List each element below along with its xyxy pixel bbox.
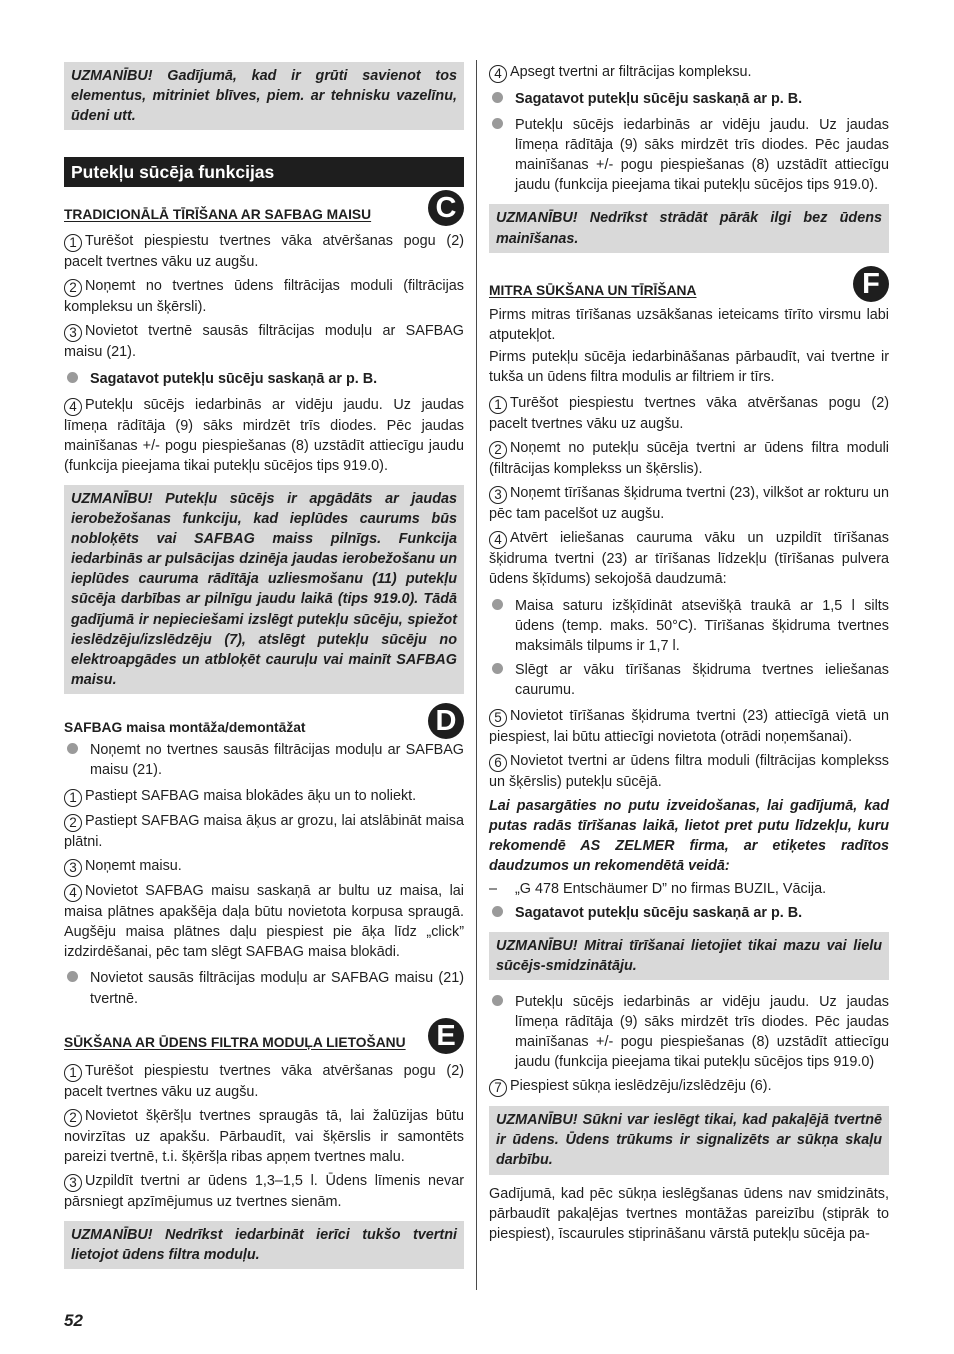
step-number-icon: 1 (64, 234, 82, 252)
bullet-item: Sagatavot putekļu sūcēju saskaņā ar p. B. (489, 89, 889, 109)
step-paragraph: 2 Novietot šķēršļu tvertnes spraugās tā, lai žalūzijas būtu novirzītas uz apakšu. Pārbaudīt, vai šķērslis ir samontēts pareizi tvertnē, t.i. šķēršļa ribas apņem tvertnes malu. (64, 1107, 464, 1165)
step-paragraph: 3 Noņemt maisu. (64, 856, 464, 877)
intro-paragraph: Pirms putekļu sūcēja iedarbināšanas pārbaudīt, vai tvertne ir tukša un ūdens filtra modulis ar filtriem ir tīrs. (489, 348, 889, 385)
bullet-dot-icon (489, 903, 515, 923)
note-paragraph: Lai pasargāties no putu izveidošanas, lai gadījumā, kad putas radās tīrīšanas laikā, lietot pret putu līdzekļu, kuru rekomendē AS ZELMER firma, ar etiķetes radītos daudzumos un rekomendētā veidā: (489, 798, 889, 875)
subsection-header-e (64, 1009, 464, 1051)
bullet-dot-icon (489, 596, 515, 656)
step-paragraph: 5 Novietot tīrīšanas šķidruma tvertni (23) attiecīgā vietā un piespiest, lai būtu attiecīgi novietota (otrādi noņemšanai). (489, 707, 889, 745)
step-number-icon: 3 (64, 324, 82, 342)
dash-item: – „G 478 Entschäumer D” no firmas BUZIL, Vācija. (489, 879, 889, 899)
warning-box: UZMANĪBU! Nedrīkst strādāt pārāk ilgi bez ūdens mainīšanas. (489, 204, 889, 252)
step-paragraph: 4 Putekļu sūcējs iedarbinās ar vidēju jaudu. Uz jaudas līmeņa rādītāja (9) sāks mirdzēt trīs diodes. Pēc jaudas mainīšanas +/- pogu piespiešanas (8) uzstādīt attiecīgu jaudu (funkcija pieejama tikai putekļu sūcējos tips 919.0). (64, 396, 464, 474)
bullet-dot-icon (64, 369, 90, 389)
bullet-dot-icon (489, 660, 515, 700)
subsection-title: SŪKŠANA AR ŪDENS FILTRA MODUĻA LIETOŠANU (64, 1034, 406, 1050)
step-number-icon: 3 (64, 859, 82, 877)
step-number-icon: 3 (489, 486, 507, 504)
left-column (64, 62, 464, 1269)
step-number-icon: 6 (489, 754, 507, 772)
badge-e-icon: E (428, 1018, 464, 1054)
intro-paragraph: Pirms mitras tīrīšanas uzsākšanas ieteicams tīrīto virsmu labi atputekļot. (489, 306, 889, 343)
step-paragraph: 4 Apsegt tvertni ar filtrācijas kompleksu. (489, 62, 889, 83)
subsection-title: TRADICIONĀLĀ TĪRĪŠANA AR SAFBAG MAISU (64, 207, 372, 223)
bullet-dot-icon (489, 992, 515, 1072)
step-number-icon: 1 (64, 1064, 82, 1082)
step-paragraph: 4 Novietot SAFBAG maisu saskaņā ar bultu uz maisa, lai maisa plātnes apakšēja daļa būtu novietota korpusa spraugā. Augšēju maisa plātnes daļu piespiest pie āķa līdz „click” izdzirdēšanai, pēc tam slēgt SAFBAG maisa blokādi. (64, 883, 464, 961)
subsection-header-f (489, 253, 889, 299)
step-paragraph: 1 Turēšot piespiestu tvertnes vāka atvēršanas pogu (2) pacelt tvertnes vāku uz augšu. (489, 395, 889, 433)
step-paragraph: 1 Turēšot piespiestu tvertnes vāka atvēršanas pogu (2) pacelt tvertnes vāku uz augšu. (64, 233, 464, 271)
step-paragraph: 7 Piespiest sūkņa ieslēdzēju/izslēdzēju (6). (489, 1076, 889, 1097)
step-number-icon: 4 (64, 884, 82, 902)
step-paragraph: 1 Pastiept SAFBAG maisa blokādes āķu un to noliekt. (64, 786, 464, 807)
step-number-icon: 4 (64, 398, 82, 416)
warning-box: UZMANĪBU! Putekļu sūcējs ir apgādāts ar jaudas ierobežošanas funkciju, kad ieplūdes caurums būs nobloķēts vai SAFBAG maiss pilnīgs. Funkcija iedarbinās ar pulsācijas dzinēja jaudas ierobežošanu un ieplūdes cauruma rādītāja uzliesmošanu (11) putekļu sūcēja darbības ar pilnīgu jaudu laikā (tips 919.0). Tādā gadījumā ir nepieciešami izslēgt putekļu sūcēju, spiežot ieslēdzēju/izslēdzēju (7), atslēgt putekļu sūcēju no elektroapgādes un atbloķēt cauruļu vai mainīt SAFBAG maisu. (64, 485, 464, 694)
step-number-icon: 7 (489, 1079, 507, 1097)
badge-d-icon: D (428, 703, 464, 739)
bullet-dot-icon (64, 968, 90, 1008)
warning-box: UZMANĪBU! Gadījumā, kad ir grūti savienot tos elementus, mitriniet blīves, piem. ar tehnisku vazelīnu, ūdeni utt. (64, 62, 464, 130)
bullet-item: Sagatavot putekļu sūcēju saskaņā ar p. B. (64, 369, 464, 389)
subsection-title: SAFBAG maisa montāža/demontāžat (64, 719, 306, 735)
step-number-icon: 2 (489, 441, 507, 459)
warning-box: UZMANĪBU! Nedrīkst iedarbināt ierīci tukšo tvertni lietojot ūdens filtra moduļu. (64, 1221, 464, 1269)
dash-mark: – (489, 880, 498, 897)
bullet-dot-icon (64, 740, 90, 780)
bullet-item: Putekļu sūcējs iedarbinās ar vidēju jaudu. Uz jaudas līmeņa rādītāja (9) sāks mirdzēt trīs diodes. Pēc jaudas mainīšanas +/- pogu piespiešanas (8) uzstādīt attiecīgu jaudu (funkcija pieejama tikai putekļu sūcējos tips 919.0). (489, 115, 889, 195)
step-number-icon: 4 (489, 531, 507, 549)
bullet-dot-icon (489, 89, 515, 109)
step-number-icon: 2 (64, 279, 82, 297)
step-paragraph: 1 Turēšot piespiestu tvertnes vāka atvēršanas pogu (2) pacelt tvertnes vāku uz augšu. (64, 1062, 464, 1100)
step-number-icon: 2 (64, 814, 82, 832)
step-paragraph: 2 Pastiept SAFBAG maisa āķus ar grozu, lai atslābināt maisa plātni. (64, 813, 464, 851)
bullet-dot-icon (489, 115, 515, 195)
bullet-item: Novietot sausās filtrācijas moduļu ar SAFBAG maisu (21) tvertnē. (64, 968, 464, 1008)
subsection-header-d (64, 694, 464, 736)
badge-c-icon: C (428, 190, 464, 226)
bullet-item: Noņemt no tvertnes sausās filtrācijas moduļu ar SAFBAG maisu (21). (64, 740, 464, 780)
step-paragraph: 2 Noņemt no tvertnes ūdens filtrācijas moduli (filtrācijas kompleksu un šķērsli). (64, 278, 464, 316)
subsection-header-c (64, 187, 464, 223)
step-paragraph: 2 Noņemt no putekļu sūcēja tvertni ar ūdens filtra moduli (filtrācijas komplekss un šķērslis). (489, 440, 889, 478)
step-number-icon: 1 (64, 789, 82, 807)
step-number-icon: 1 (489, 396, 507, 414)
step-paragraph: 4 Atvērt ieliešanas cauruma vāku un uzpildīt tīrīšanas šķidruma tvertni (23) ar tīrīšanas līdzekļu (tīrīšanas pulvera ūdens šķīdums) sekojošā daudzumā: (489, 530, 889, 588)
badge-f-icon: F (853, 266, 889, 302)
step-number-icon: 5 (489, 709, 507, 727)
warning-box: UZMANĪBU! Mitrai tīrīšanai lietojiet tikai mazu vai lielu sūcējs-smidzinātāju. (489, 932, 889, 980)
step-paragraph: 6 Novietot tvertni ar ūdens filtra moduli (filtrācijas komplekss un šķērslis) putekļu sūcējā. (489, 753, 889, 791)
step-number-icon: 4 (489, 65, 507, 83)
step-number-icon: 3 (64, 1174, 82, 1192)
step-paragraph: 3 Noņemt tīrīšanas šķidruma tvertni (23), vilkšot ar rokturu un pēc tam pacelšot uz augšu. (489, 485, 889, 523)
bullet-item: Putekļu sūcējs iedarbinās ar vidēju jaudu. Uz jaudas līmeņa rādītāja (9) sāks mirdzēt trīs diodes. Pēc jaudas mainīšanas +/- pogu piespiešanas (8) uzstādīt attiecīgu jaudu (funkcija pieejama tikai putekļu sūcējos tips 919.0) (489, 992, 889, 1072)
bullet-item: Maisa saturu izšķīdināt atsevišķā traukā ar 1,5 l silts ūdens (temp. maks. 50°C). Tīrīšanas šķidruma tvertnes maksimāls tilpums ir 1,7 l. (489, 596, 889, 656)
bullet-item: Slēgt ar vāku tīrīšanas šķidruma tvertnes ieliešanas caurumu. (489, 660, 889, 700)
step-paragraph: 3 Novietot tvertnē sausās filtrācijas moduļu ar SAFBAG maisu (21). (64, 323, 464, 361)
bullet-item: Sagatavot putekļu sūcēju saskaņā ar p. B. (489, 903, 889, 923)
subsection-title: MITRA SŪKŠANA UN TĪRĪŠANA (489, 282, 697, 298)
step-number-icon: 2 (64, 1109, 82, 1127)
column-divider (476, 60, 477, 1290)
page-number: 52 (64, 1311, 83, 1330)
right-column (489, 62, 889, 1244)
step-paragraph: 3 Uzpildīt tvertni ar ūdens 1,3–1,5 l. Ūdens līmenis nevar pārsniegt apzīmējumus uz tvertnes sienām. (64, 1172, 464, 1210)
section-title: Putekļu sūcēja funkcijas (64, 157, 464, 187)
warning-box: UZMANĪBU! Sūkni var ieslēgt tikai, kad pakaļējā tvertnē ir ūdens. Ūdens trūkums ir signalizēts ar sūkņa skaļu darbību. (489, 1106, 889, 1174)
body-paragraph: Gadījumā, kad pēc sūkņa ieslēgšanas ūdens nav smidzināts, pārbaudīt pakaļējas tvertnes montāžas pareizību (stiprāk to piespiest), īscaurules stiprināšanu vārstā putekļu sūcēja pa- (489, 1185, 889, 1242)
